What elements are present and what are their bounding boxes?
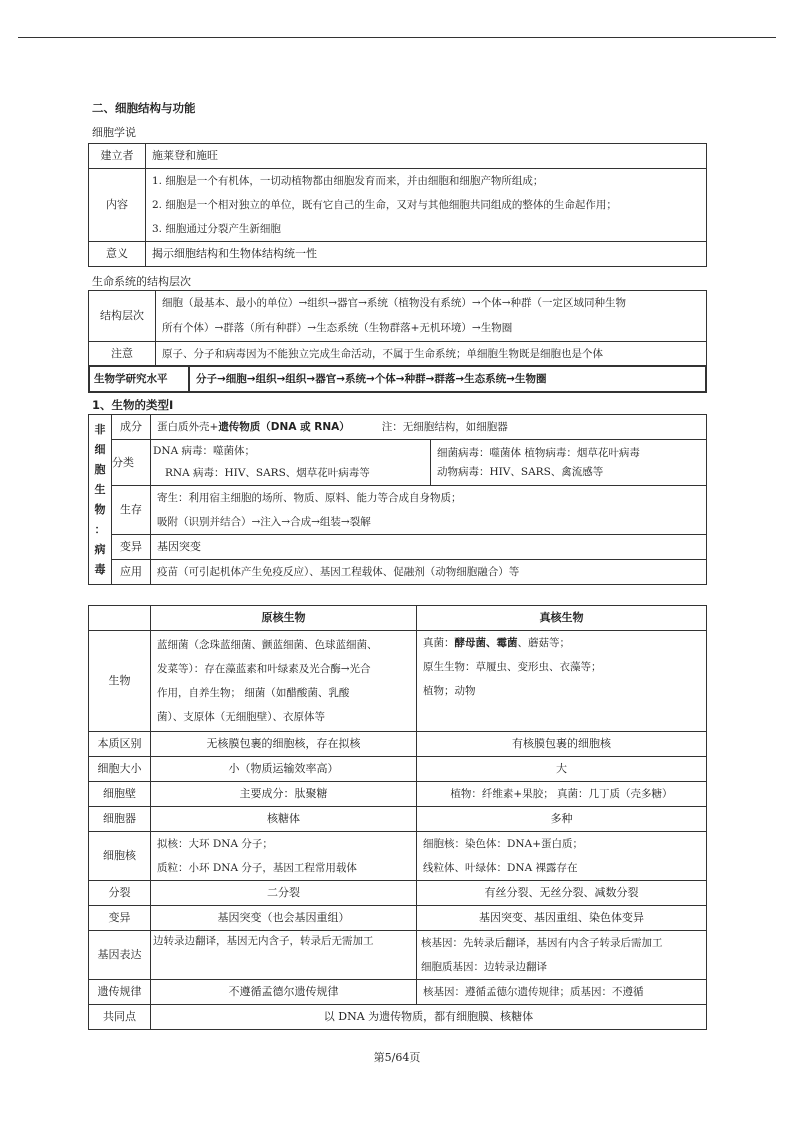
prok-organism-line: 菌）、支原体（无细胞壁）、衣原体等 bbox=[157, 711, 325, 723]
prok-organism-line: 蓝细菌（念珠蓝细菌、颤蓝细菌、色球蓝细菌、 bbox=[157, 639, 378, 651]
survival-label: 生存 bbox=[112, 486, 151, 535]
expression-euk-line: 细胞质基因：边转录边翻译 bbox=[421, 961, 547, 973]
euk-fungi-b: 酵母菌、霉菌 bbox=[454, 637, 518, 649]
euk-cell: 有核膜包裹的细胞核 bbox=[417, 732, 707, 757]
side-char: 胞 bbox=[94, 462, 106, 476]
organism-types-caption: 1、生物的类型Ⅰ bbox=[92, 398, 174, 412]
expression-prok: 边转录边翻译，基因无内含子，转录后无需加工 bbox=[151, 931, 417, 980]
composition-b: 遗传物质（DNA 或 RNA） bbox=[218, 421, 350, 433]
row-label: 分裂 bbox=[89, 881, 151, 906]
class-right-line: 细菌病毒：噬菌体 植物病毒：烟草花叶病毒 bbox=[437, 446, 640, 459]
row-label: 细胞器 bbox=[89, 807, 151, 832]
virus-side-label bbox=[89, 415, 112, 585]
virus-table bbox=[88, 414, 707, 585]
prokaryote-eukaryote-table bbox=[88, 605, 707, 1030]
cell-theory-table bbox=[88, 143, 707, 267]
euk-organism-line: 植物；动物 bbox=[423, 685, 476, 697]
prok-cell: 无核膜包裹的细胞核，存在拟核 bbox=[151, 732, 417, 757]
header-prokaryote: 原核生物 bbox=[151, 606, 417, 631]
header-rule bbox=[18, 37, 776, 38]
row-label: 变异 bbox=[89, 906, 151, 931]
class-left-line: RNA 病毒：HIV、SARS、烟草花叶病毒等 bbox=[165, 466, 370, 479]
section-title: 二、细胞结构与功能 bbox=[92, 101, 196, 115]
header-eukaryote: 真核生物 bbox=[417, 606, 707, 631]
prok-organism-line: 发菜等）：存在藻蓝素和叶绿素及光合酶→光合 bbox=[157, 663, 371, 675]
table-row bbox=[89, 732, 707, 757]
table-row bbox=[89, 881, 707, 906]
row-label: 细胞大小 bbox=[89, 757, 151, 782]
table-row bbox=[89, 757, 707, 782]
classification-label: 分类 bbox=[112, 440, 151, 486]
application-value: 疫苗（可引起机体产生免疫反应）、基因工程载体、促融剂（动物细胞融合）等 bbox=[151, 560, 707, 585]
levels-line: 细胞（最基本、最小的单位）→组织→器官→系统（植物没有系统）→个体→种群（一定区域同种生物 bbox=[162, 297, 626, 309]
founder-label: 建立者 bbox=[89, 144, 146, 169]
composition-a: 蛋白质外壳+ bbox=[157, 421, 219, 433]
side-char: 病 bbox=[94, 542, 106, 556]
prok-cell: 二分裂 bbox=[151, 881, 417, 906]
common-label: 共同点 bbox=[89, 1005, 151, 1030]
composition-label: 成分 bbox=[112, 415, 151, 440]
content-item: 2. 细胞是一个相对独立的单位，既有它自己的生命，又对与其他细胞共同组成的整体的生命起作用； bbox=[152, 199, 617, 211]
note-label: 注意 bbox=[89, 342, 156, 367]
table-row bbox=[89, 906, 707, 931]
survival-line: 吸附（识别并结合）→注入→合成→组装→裂解 bbox=[157, 516, 371, 528]
nucleus-label: 细胞核 bbox=[89, 832, 151, 881]
heredity-label: 遗传规律 bbox=[89, 980, 151, 1005]
nucleus-prok-line: 质粒：小环 DNA 分子，基因工程常用载体 bbox=[157, 862, 357, 874]
header-empty bbox=[89, 606, 151, 631]
side-char: ： bbox=[94, 522, 106, 536]
prok-organism-line: 作用，自养生物； 细菌（如醋酸菌、乳酸 bbox=[157, 687, 350, 699]
page-number: 第5/64页 bbox=[373, 1051, 421, 1064]
note-value: 原子、分子和病毒因为不能独立完成生命活动，不属于生命系统；单细胞生物既是细胞也是个体 bbox=[156, 342, 707, 367]
research-value: 分子→细胞→组织→组织→器官→系统→个体→种群→群落→生态系统→生物圈 bbox=[189, 366, 706, 392]
application-label: 应用 bbox=[112, 560, 151, 585]
class-left-line: DNA 病毒：噬菌体； bbox=[153, 444, 256, 457]
prok-cell: 主要成分：肽聚糖 bbox=[151, 782, 417, 807]
class-right-line: 动物病毒：HIV、SARS、禽流感等 bbox=[437, 465, 604, 478]
table-row bbox=[89, 807, 707, 832]
variation-value: 基因突变 bbox=[151, 535, 707, 560]
euk-fungi-a: 真菌： bbox=[423, 637, 455, 649]
prok-cell: 小（物质运输效率高） bbox=[151, 757, 417, 782]
content-item: 3. 细胞通过分裂产生新细胞 bbox=[152, 223, 281, 235]
life-system-table bbox=[88, 290, 707, 367]
prok-cell: 基因突变（也会基因重组） bbox=[151, 906, 417, 931]
meaning-value: 揭示细胞结构和生物体结构统一性 bbox=[146, 242, 707, 267]
euk-organism-line: 原生生物：草履虫、变形虫、衣藻等； bbox=[423, 661, 602, 673]
meaning-label: 意义 bbox=[89, 242, 146, 267]
founder-value: 施莱登和施旺 bbox=[146, 144, 707, 169]
nucleus-euk-line: 细胞核：染色体：DNA+蛋白质； bbox=[423, 838, 583, 850]
content-label: 内容 bbox=[89, 169, 146, 242]
side-char: 非 bbox=[94, 422, 106, 436]
survival-line: 寄生：利用宿主细胞的场所、物质、原料、能力等合成自身物质； bbox=[157, 492, 462, 504]
organisms-label: 生物 bbox=[89, 631, 151, 732]
heredity-prok: 不遵循孟德尔遗传规律 bbox=[151, 980, 417, 1005]
composition-note: 注：无细胞结构，如细胞器 bbox=[381, 421, 508, 433]
nucleus-euk-line: 线粒体、叶绿体：DNA 裸露存在 bbox=[423, 862, 578, 874]
variation-label: 变异 bbox=[112, 535, 151, 560]
cell-theory-caption: 细胞学说 bbox=[92, 126, 136, 139]
side-char: 毒 bbox=[94, 562, 106, 576]
side-char: 细 bbox=[94, 442, 106, 456]
life-system-caption: 生命系统的结构层次 bbox=[92, 275, 191, 288]
euk-cell: 植物：纤维素+果胶； 真菌：几丁质（壳多糖） bbox=[417, 782, 707, 807]
research-label: 生物学研究水平 bbox=[89, 366, 189, 392]
side-char: 物 bbox=[94, 502, 106, 516]
euk-cell: 大 bbox=[417, 757, 707, 782]
euk-cell: 有丝分裂、无丝分裂、减数分裂 bbox=[417, 881, 707, 906]
euk-fungi-c: 、蘑菇等； bbox=[517, 637, 570, 649]
expression-label: 基因表达 bbox=[89, 931, 151, 980]
row-label: 细胞壁 bbox=[89, 782, 151, 807]
euk-cell: 多种 bbox=[417, 807, 707, 832]
levels-line: 所有个体）→群落（所有种群）→生态系统（生物群落+无机环境）→生物圈 bbox=[162, 322, 513, 334]
common-value: 以 DNA 为遗传物质，都有细胞膜、核糖体 bbox=[151, 1005, 707, 1030]
nucleus-prok-line: 拟核：大环 DNA 分子； bbox=[157, 838, 273, 850]
research-level-table bbox=[88, 365, 707, 393]
table-row bbox=[89, 782, 707, 807]
euk-cell: 基因突变、基因重组、染色体变异 bbox=[417, 906, 707, 931]
content-item: 1. 细胞是一个有机体，一切动植物都由细胞发育而来，并由细胞和细胞产物所组成； bbox=[152, 175, 544, 187]
heredity-euk: 核基因：遵循孟德尔遗传规律；质基因：不遵循 bbox=[417, 980, 707, 1005]
side-char: 生 bbox=[94, 482, 106, 496]
levels-label: 结构层次 bbox=[89, 291, 156, 342]
row-label: 本质区别 bbox=[89, 732, 151, 757]
expression-euk-line: 核基因：先转录后翻译，基因有内含子转录后需加工 bbox=[421, 937, 663, 949]
prok-cell: 核糖体 bbox=[151, 807, 417, 832]
